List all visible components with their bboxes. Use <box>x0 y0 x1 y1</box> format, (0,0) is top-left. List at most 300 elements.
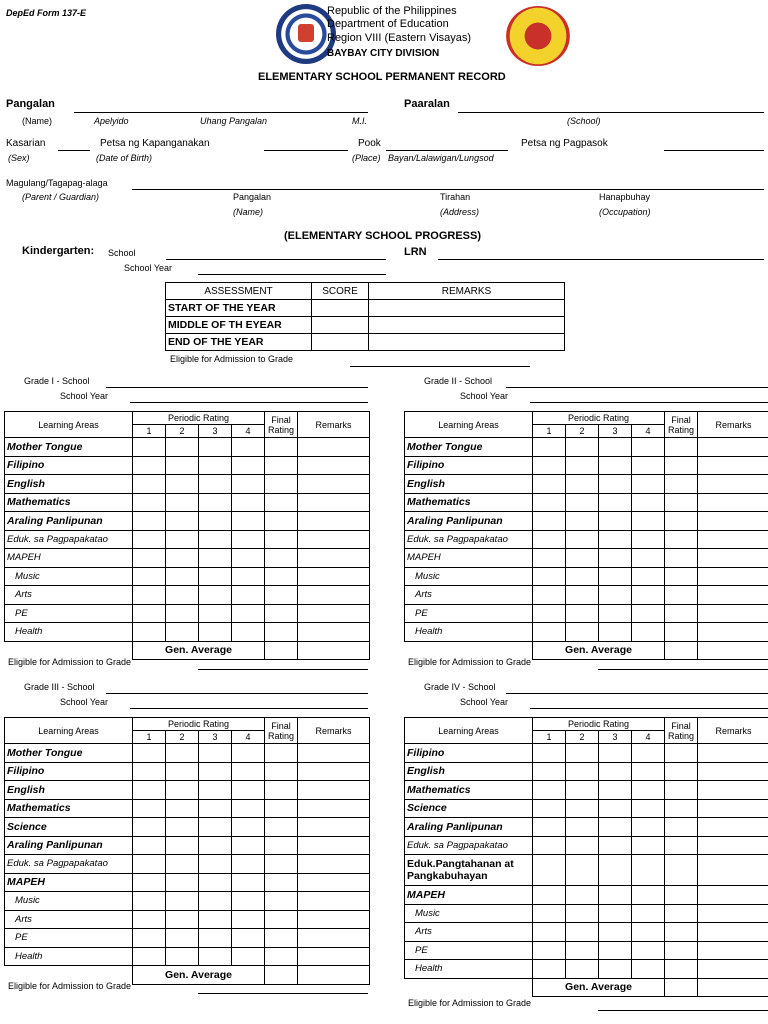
grade-cell[interactable] <box>632 855 665 886</box>
grade-cell[interactable] <box>265 530 298 549</box>
grade-cell[interactable] <box>199 892 232 911</box>
grade-cell[interactable] <box>199 910 232 929</box>
grade-cell[interactable] <box>566 475 599 494</box>
grade-cell[interactable] <box>133 818 166 837</box>
grade-cell[interactable] <box>665 493 698 512</box>
place-line[interactable] <box>386 150 508 151</box>
gen-average-remarks-cell[interactable] <box>298 641 370 660</box>
grade-cell[interactable] <box>665 836 698 855</box>
grade-cell[interactable] <box>166 604 199 623</box>
grade-cell[interactable] <box>199 493 232 512</box>
gen-average-remarks-cell[interactable] <box>698 641 768 660</box>
grade-cell[interactable] <box>199 567 232 586</box>
grade-cell[interactable] <box>566 799 599 818</box>
grade-cell[interactable] <box>698 604 768 623</box>
grade-cell[interactable] <box>698 818 768 837</box>
grade-cell[interactable] <box>298 910 370 929</box>
grade-cell[interactable] <box>566 530 599 549</box>
grade-cell[interactable] <box>199 744 232 763</box>
grade-cell[interactable] <box>665 781 698 800</box>
grade-cell[interactable] <box>166 929 199 948</box>
g4-eligible-line[interactable] <box>598 1010 768 1011</box>
grade-cell[interactable] <box>665 586 698 605</box>
grade-cell[interactable] <box>265 744 298 763</box>
grade-cell[interactable] <box>698 586 768 605</box>
grade-cell[interactable] <box>698 923 768 942</box>
grade-cell[interactable] <box>533 855 566 886</box>
grade-cell[interactable] <box>665 799 698 818</box>
grade-cell[interactable] <box>199 799 232 818</box>
grade-cell[interactable] <box>133 567 166 586</box>
grade-cell[interactable] <box>599 799 632 818</box>
grade-cell[interactable] <box>698 567 768 586</box>
grade-cell[interactable] <box>632 923 665 942</box>
grade-cell[interactable] <box>665 567 698 586</box>
grade-cell[interactable] <box>698 438 768 457</box>
grade-cell[interactable] <box>232 623 265 642</box>
grade-cell[interactable] <box>533 586 566 605</box>
grade-cell[interactable] <box>232 929 265 948</box>
grade-cell[interactable] <box>298 438 370 457</box>
grade-cell[interactable] <box>533 923 566 942</box>
grade-cell[interactable] <box>166 530 199 549</box>
grade-cell[interactable] <box>298 567 370 586</box>
grade-cell[interactable] <box>533 530 566 549</box>
grade-cell[interactable] <box>698 855 768 886</box>
gen-average-cell[interactable] <box>665 978 698 997</box>
grade-cell[interactable] <box>632 549 665 568</box>
grade-cell[interactable] <box>632 799 665 818</box>
grade-cell[interactable] <box>566 886 599 905</box>
grade-cell[interactable] <box>698 941 768 960</box>
grade-cell[interactable] <box>698 799 768 818</box>
grade-cell[interactable] <box>166 623 199 642</box>
grade-cell[interactable] <box>632 623 665 642</box>
grade-cell[interactable] <box>632 762 665 781</box>
grade-cell[interactable] <box>232 892 265 911</box>
grade-cell[interactable] <box>232 567 265 586</box>
gen-average-cell[interactable] <box>265 641 298 660</box>
grade-cell[interactable] <box>232 910 265 929</box>
grade-cell[interactable] <box>265 512 298 531</box>
grade-cell[interactable] <box>599 530 632 549</box>
grade-cell[interactable] <box>199 762 232 781</box>
grade-cell[interactable] <box>698 762 768 781</box>
grade-cell[interactable] <box>599 604 632 623</box>
remarks-cell[interactable] <box>369 317 565 334</box>
grade-cell[interactable] <box>533 493 566 512</box>
grade-cell[interactable] <box>232 549 265 568</box>
grade-cell[interactable] <box>566 549 599 568</box>
grade-cell[interactable] <box>665 923 698 942</box>
g3-school-line[interactable] <box>106 693 368 694</box>
grade-cell[interactable] <box>533 549 566 568</box>
grade-cell[interactable] <box>199 549 232 568</box>
grade-cell[interactable] <box>166 781 199 800</box>
grade-cell[interactable] <box>199 438 232 457</box>
grade-cell[interactable] <box>665 744 698 763</box>
grade-cell[interactable] <box>599 475 632 494</box>
grade-cell[interactable] <box>232 873 265 892</box>
grade-cell[interactable] <box>698 781 768 800</box>
grade-cell[interactable] <box>632 744 665 763</box>
grade-cell[interactable] <box>298 762 370 781</box>
g3-eligible-line[interactable] <box>198 993 368 994</box>
g1-school-year-line[interactable] <box>130 402 368 403</box>
grade-cell[interactable] <box>133 493 166 512</box>
grade-cell[interactable] <box>665 818 698 837</box>
grade-cell[interactable] <box>265 475 298 494</box>
grade-cell[interactable] <box>566 623 599 642</box>
grade-cell[interactable] <box>166 456 199 475</box>
grade-cell[interactable] <box>166 512 199 531</box>
grade-cell[interactable] <box>199 475 232 494</box>
grade-cell[interactable] <box>533 512 566 531</box>
dob-line[interactable] <box>264 150 348 151</box>
gen-average-cell[interactable] <box>665 641 698 660</box>
grade-cell[interactable] <box>199 818 232 837</box>
kinder-sy-line[interactable] <box>198 274 386 275</box>
score-cell[interactable] <box>312 317 369 334</box>
grade-cell[interactable] <box>533 475 566 494</box>
grade-cell[interactable] <box>665 438 698 457</box>
grade-cell[interactable] <box>133 456 166 475</box>
grade-cell[interactable] <box>566 762 599 781</box>
grade-cell[interactable] <box>265 493 298 512</box>
grade-cell[interactable] <box>599 438 632 457</box>
grade-cell[interactable] <box>133 929 166 948</box>
grade-cell[interactable] <box>265 929 298 948</box>
grade-cell[interactable] <box>298 456 370 475</box>
grade-cell[interactable] <box>566 493 599 512</box>
grade-cell[interactable] <box>133 947 166 966</box>
grade-cell[interactable] <box>265 762 298 781</box>
grade-cell[interactable] <box>166 762 199 781</box>
grade-cell[interactable] <box>533 836 566 855</box>
grade-cell[interactable] <box>199 781 232 800</box>
grade-cell[interactable] <box>599 904 632 923</box>
grade-cell[interactable] <box>298 781 370 800</box>
g3-school-year-line[interactable] <box>130 708 368 709</box>
grade-cell[interactable] <box>533 886 566 905</box>
grade-cell[interactable] <box>698 623 768 642</box>
grade-cell[interactable] <box>566 586 599 605</box>
g1-eligible-line[interactable] <box>198 669 368 670</box>
grade-cell[interactable] <box>265 781 298 800</box>
grade-cell[interactable] <box>298 512 370 531</box>
grade-cell[interactable] <box>232 744 265 763</box>
grade-cell[interactable] <box>133 855 166 874</box>
grade-cell[interactable] <box>665 623 698 642</box>
grade-cell[interactable] <box>265 623 298 642</box>
grade-cell[interactable] <box>133 836 166 855</box>
grade-cell[interactable] <box>199 586 232 605</box>
grade-cell[interactable] <box>298 744 370 763</box>
grade-cell[interactable] <box>232 475 265 494</box>
kinder-eligible-line[interactable] <box>350 366 530 367</box>
grade-cell[interactable] <box>632 586 665 605</box>
grade-cell[interactable] <box>166 873 199 892</box>
sex-line[interactable] <box>58 150 90 151</box>
grade-cell[interactable] <box>599 836 632 855</box>
grade-cell[interactable] <box>133 512 166 531</box>
grade-cell[interactable] <box>133 586 166 605</box>
grade-cell[interactable] <box>298 818 370 837</box>
grade-cell[interactable] <box>599 855 632 886</box>
grade-cell[interactable] <box>566 923 599 942</box>
score-cell[interactable] <box>312 334 369 351</box>
enroll-date-line[interactable] <box>664 150 764 151</box>
grade-cell[interactable] <box>599 923 632 942</box>
grade-cell[interactable] <box>298 947 370 966</box>
grade-cell[interactable] <box>632 818 665 837</box>
grade-cell[interactable] <box>599 549 632 568</box>
grade-cell[interactable] <box>533 818 566 837</box>
grade-cell[interactable] <box>533 781 566 800</box>
name-line[interactable] <box>74 112 368 113</box>
grade-cell[interactable] <box>166 475 199 494</box>
parent-line[interactable] <box>132 189 764 190</box>
grade-cell[interactable] <box>199 855 232 874</box>
grade-cell[interactable] <box>599 586 632 605</box>
grade-cell[interactable] <box>265 892 298 911</box>
grade-cell[interactable] <box>298 892 370 911</box>
grade-cell[interactable] <box>533 960 566 979</box>
grade-cell[interactable] <box>599 567 632 586</box>
grade-cell[interactable] <box>533 744 566 763</box>
grade-cell[interactable] <box>632 960 665 979</box>
grade-cell[interactable] <box>199 873 232 892</box>
grade-cell[interactable] <box>698 960 768 979</box>
grade-cell[interactable] <box>698 530 768 549</box>
grade-cell[interactable] <box>665 904 698 923</box>
grade-cell[interactable] <box>665 456 698 475</box>
grade-cell[interactable] <box>698 836 768 855</box>
grade-cell[interactable] <box>533 567 566 586</box>
grade-cell[interactable] <box>566 836 599 855</box>
grade-cell[interactable] <box>298 604 370 623</box>
grade-cell[interactable] <box>133 475 166 494</box>
grade-cell[interactable] <box>232 818 265 837</box>
grade-cell[interactable] <box>632 836 665 855</box>
grade-cell[interactable] <box>199 947 232 966</box>
grade-cell[interactable] <box>298 873 370 892</box>
grade-cell[interactable] <box>632 904 665 923</box>
grade-cell[interactable] <box>632 567 665 586</box>
kinder-school-line[interactable] <box>166 259 386 260</box>
grade-cell[interactable] <box>599 960 632 979</box>
grade-cell[interactable] <box>632 475 665 494</box>
grade-cell[interactable] <box>632 530 665 549</box>
grade-cell[interactable] <box>265 567 298 586</box>
grade-cell[interactable] <box>632 493 665 512</box>
grade-cell[interactable] <box>599 762 632 781</box>
grade-cell[interactable] <box>599 493 632 512</box>
g2-eligible-line[interactable] <box>598 669 768 670</box>
remarks-cell[interactable] <box>369 334 565 351</box>
grade-cell[interactable] <box>199 456 232 475</box>
grade-cell[interactable] <box>133 623 166 642</box>
grade-cell[interactable] <box>166 910 199 929</box>
grade-cell[interactable] <box>566 855 599 886</box>
grade-cell[interactable] <box>133 892 166 911</box>
grade-cell[interactable] <box>166 549 199 568</box>
grade-cell[interactable] <box>632 512 665 531</box>
grade-cell[interactable] <box>232 855 265 874</box>
grade-cell[interactable] <box>599 456 632 475</box>
grade-cell[interactable] <box>599 512 632 531</box>
grade-cell[interactable] <box>566 512 599 531</box>
grade-cell[interactable] <box>133 781 166 800</box>
grade-cell[interactable] <box>533 762 566 781</box>
grade-cell[interactable] <box>632 604 665 623</box>
grade-cell[interactable] <box>566 781 599 800</box>
grade-cell[interactable] <box>133 744 166 763</box>
grade-cell[interactable] <box>698 886 768 905</box>
grade-cell[interactable] <box>199 604 232 623</box>
g2-school-year-line[interactable] <box>530 402 768 403</box>
grade-cell[interactable] <box>632 438 665 457</box>
grade-cell[interactable] <box>166 586 199 605</box>
grade-cell[interactable] <box>166 799 199 818</box>
grade-cell[interactable] <box>199 929 232 948</box>
score-cell[interactable] <box>312 300 369 317</box>
grade-cell[interactable] <box>265 586 298 605</box>
grade-cell[interactable] <box>533 456 566 475</box>
grade-cell[interactable] <box>298 530 370 549</box>
grade-cell[interactable] <box>533 799 566 818</box>
grade-cell[interactable] <box>599 623 632 642</box>
lrn-line[interactable] <box>438 259 764 260</box>
grade-cell[interactable] <box>298 799 370 818</box>
grade-cell[interactable] <box>599 941 632 960</box>
grade-cell[interactable] <box>166 836 199 855</box>
grade-cell[interactable] <box>698 456 768 475</box>
grade-cell[interactable] <box>199 836 232 855</box>
grade-cell[interactable] <box>632 886 665 905</box>
grade-cell[interactable] <box>566 744 599 763</box>
grade-cell[interactable] <box>533 623 566 642</box>
grade-cell[interactable] <box>599 886 632 905</box>
grade-cell[interactable] <box>265 799 298 818</box>
grade-cell[interactable] <box>265 818 298 837</box>
grade-cell[interactable] <box>665 941 698 960</box>
grade-cell[interactable] <box>533 941 566 960</box>
grade-cell[interactable] <box>133 762 166 781</box>
grade-cell[interactable] <box>665 530 698 549</box>
grade-cell[interactable] <box>298 549 370 568</box>
grade-cell[interactable] <box>133 873 166 892</box>
grade-cell[interactable] <box>566 438 599 457</box>
grade-cell[interactable] <box>665 855 698 886</box>
grade-cell[interactable] <box>298 929 370 948</box>
g2-school-line[interactable] <box>506 387 768 388</box>
grade-cell[interactable] <box>166 855 199 874</box>
gen-average-remarks-cell[interactable] <box>298 966 370 985</box>
grade-cell[interactable] <box>566 604 599 623</box>
remarks-cell[interactable] <box>369 300 565 317</box>
grade-cell[interactable] <box>232 530 265 549</box>
grade-cell[interactable] <box>566 567 599 586</box>
grade-cell[interactable] <box>166 892 199 911</box>
grade-cell[interactable] <box>632 456 665 475</box>
grade-cell[interactable] <box>133 530 166 549</box>
grade-cell[interactable] <box>133 604 166 623</box>
grade-cell[interactable] <box>298 475 370 494</box>
grade-cell[interactable] <box>232 586 265 605</box>
grade-cell[interactable] <box>265 456 298 475</box>
grade-cell[interactable] <box>665 512 698 531</box>
grade-cell[interactable] <box>265 604 298 623</box>
grade-cell[interactable] <box>599 781 632 800</box>
grade-cell[interactable] <box>265 873 298 892</box>
grade-cell[interactable] <box>265 947 298 966</box>
grade-cell[interactable] <box>199 623 232 642</box>
grade-cell[interactable] <box>265 836 298 855</box>
grade-cell[interactable] <box>298 836 370 855</box>
grade-cell[interactable] <box>298 623 370 642</box>
grade-cell[interactable] <box>232 836 265 855</box>
grade-cell[interactable] <box>566 456 599 475</box>
grade-cell[interactable] <box>566 960 599 979</box>
grade-cell[interactable] <box>298 493 370 512</box>
grade-cell[interactable] <box>133 910 166 929</box>
grade-cell[interactable] <box>665 549 698 568</box>
gen-average-remarks-cell[interactable] <box>698 978 768 997</box>
g1-school-line[interactable] <box>106 387 368 388</box>
grade-cell[interactable] <box>166 493 199 512</box>
grade-cell[interactable] <box>166 947 199 966</box>
grade-cell[interactable] <box>698 493 768 512</box>
grade-cell[interactable] <box>265 549 298 568</box>
grade-cell[interactable] <box>265 855 298 874</box>
grade-cell[interactable] <box>698 549 768 568</box>
grade-cell[interactable] <box>698 744 768 763</box>
grade-cell[interactable] <box>665 886 698 905</box>
grade-cell[interactable] <box>199 530 232 549</box>
grade-cell[interactable] <box>298 586 370 605</box>
grade-cell[interactable] <box>166 818 199 837</box>
grade-cell[interactable] <box>533 904 566 923</box>
grade-cell[interactable] <box>665 604 698 623</box>
grade-cell[interactable] <box>166 744 199 763</box>
grade-cell[interactable] <box>665 960 698 979</box>
grade-cell[interactable] <box>698 904 768 923</box>
gen-average-cell[interactable] <box>265 966 298 985</box>
grade-cell[interactable] <box>232 493 265 512</box>
grade-cell[interactable] <box>232 762 265 781</box>
grade-cell[interactable] <box>632 781 665 800</box>
grade-cell[interactable] <box>566 818 599 837</box>
g4-school-line[interactable] <box>506 693 768 694</box>
grade-cell[interactable] <box>232 781 265 800</box>
grade-cell[interactable] <box>232 799 265 818</box>
grade-cell[interactable] <box>632 941 665 960</box>
grade-cell[interactable] <box>133 438 166 457</box>
grade-cell[interactable] <box>566 941 599 960</box>
grade-cell[interactable] <box>599 744 632 763</box>
grade-cell[interactable] <box>232 438 265 457</box>
grade-cell[interactable] <box>533 604 566 623</box>
grade-cell[interactable] <box>232 456 265 475</box>
grade-cell[interactable] <box>665 762 698 781</box>
grade-cell[interactable] <box>566 904 599 923</box>
grade-cell[interactable] <box>665 475 698 494</box>
grade-cell[interactable] <box>265 910 298 929</box>
grade-cell[interactable] <box>133 549 166 568</box>
grade-cell[interactable] <box>199 512 232 531</box>
grade-cell[interactable] <box>698 512 768 531</box>
